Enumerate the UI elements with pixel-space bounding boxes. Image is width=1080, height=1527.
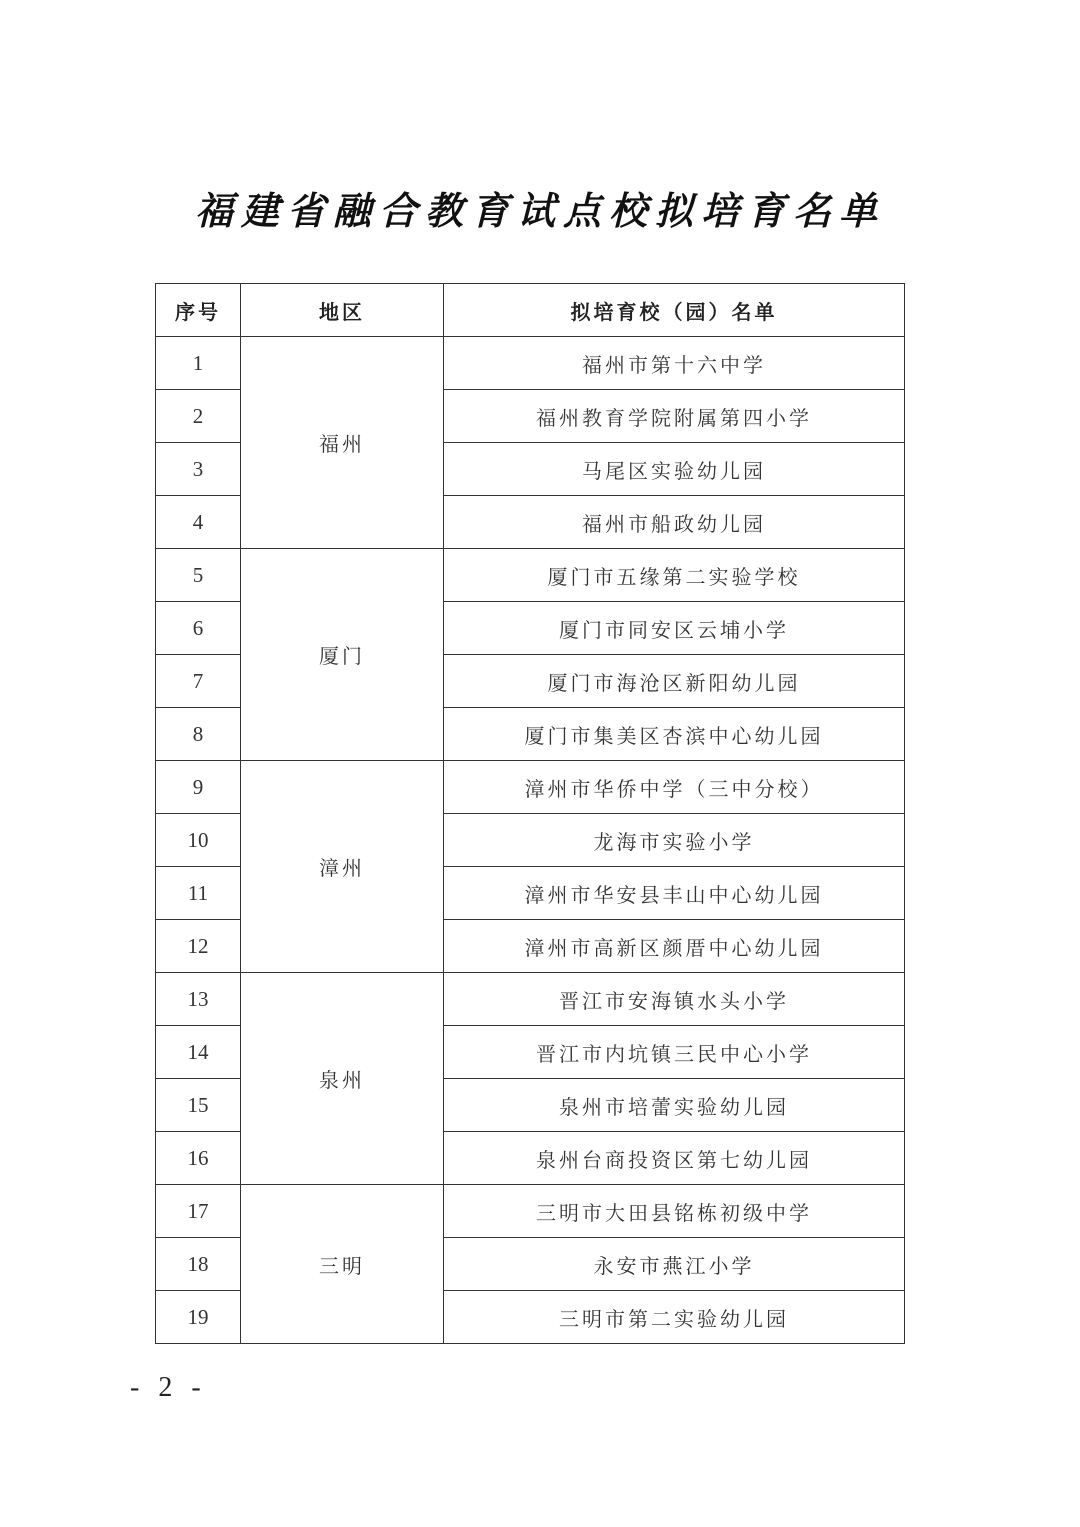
header-school: 拟培育校（园）名单 [444, 284, 905, 337]
row-index: 15 [156, 1079, 241, 1132]
row-index: 12 [156, 920, 241, 973]
row-index: 17 [156, 1185, 241, 1238]
region-cell-quanzhou: 泉州 [241, 973, 444, 1185]
row-index: 2 [156, 390, 241, 443]
row-index: 9 [156, 761, 241, 814]
region-cell-fuzhou: 福州 [241, 337, 444, 549]
row-index: 6 [156, 602, 241, 655]
row-index: 5 [156, 549, 241, 602]
header-index: 序号 [156, 284, 241, 337]
school-name: 泉州市培蕾实验幼儿园 [444, 1079, 905, 1132]
row-index: 1 [156, 337, 241, 390]
table-header-row [156, 284, 905, 337]
row-index: 11 [156, 867, 241, 920]
row-index: 4 [156, 496, 241, 549]
school-name: 厦门市集美区杏滨中心幼儿园 [444, 708, 905, 761]
table-row [156, 1185, 905, 1238]
document-title: 福建省融合教育试点校拟培育名单 [194, 188, 885, 233]
table-row [156, 973, 905, 1026]
school-name: 福州市第十六中学 [444, 337, 905, 390]
table-row [156, 337, 905, 390]
row-index: 13 [156, 973, 241, 1026]
school-name: 福州教育学院附属第四小学 [444, 390, 905, 443]
school-name: 永安市燕江小学 [444, 1238, 905, 1291]
school-name: 漳州市华侨中学（三中分校） [444, 761, 905, 814]
school-name: 福州市船政幼儿园 [444, 496, 905, 549]
row-index: 8 [156, 708, 241, 761]
school-name: 三明市第二实验幼儿园 [444, 1291, 905, 1344]
school-name: 晋江市内坑镇三民中心小学 [444, 1026, 905, 1079]
school-name: 厦门市海沧区新阳幼儿园 [444, 655, 905, 708]
row-index: 14 [156, 1026, 241, 1079]
school-name: 三明市大田县铭栋初级中学 [444, 1185, 905, 1238]
row-index: 16 [156, 1132, 241, 1185]
region-cell-sanming: 三明 [241, 1185, 444, 1344]
row-index: 3 [156, 443, 241, 496]
school-name: 马尾区实验幼儿园 [444, 443, 905, 496]
school-name: 龙海市实验小学 [444, 814, 905, 867]
row-index: 7 [156, 655, 241, 708]
school-name: 漳州市华安县丰山中心幼儿园 [444, 867, 905, 920]
table-row [156, 549, 905, 602]
header-region: 地区 [241, 284, 444, 337]
school-roster-table [155, 283, 905, 1344]
school-name: 漳州市高新区颜厝中心幼儿园 [444, 920, 905, 973]
row-index: 10 [156, 814, 241, 867]
row-index: 19 [156, 1291, 241, 1344]
region-cell-zhangzhou: 漳州 [241, 761, 444, 973]
school-name: 晋江市安海镇水头小学 [444, 973, 905, 1026]
table-row [156, 761, 905, 814]
school-name: 厦门市同安区云埔小学 [444, 602, 905, 655]
region-cell-xiamen: 厦门 [241, 549, 444, 761]
row-index: 18 [156, 1238, 241, 1291]
page-number: - 2 - [130, 1372, 207, 1403]
school-name: 厦门市五缘第二实验学校 [444, 549, 905, 602]
school-name: 泉州台商投资区第七幼儿园 [444, 1132, 905, 1185]
